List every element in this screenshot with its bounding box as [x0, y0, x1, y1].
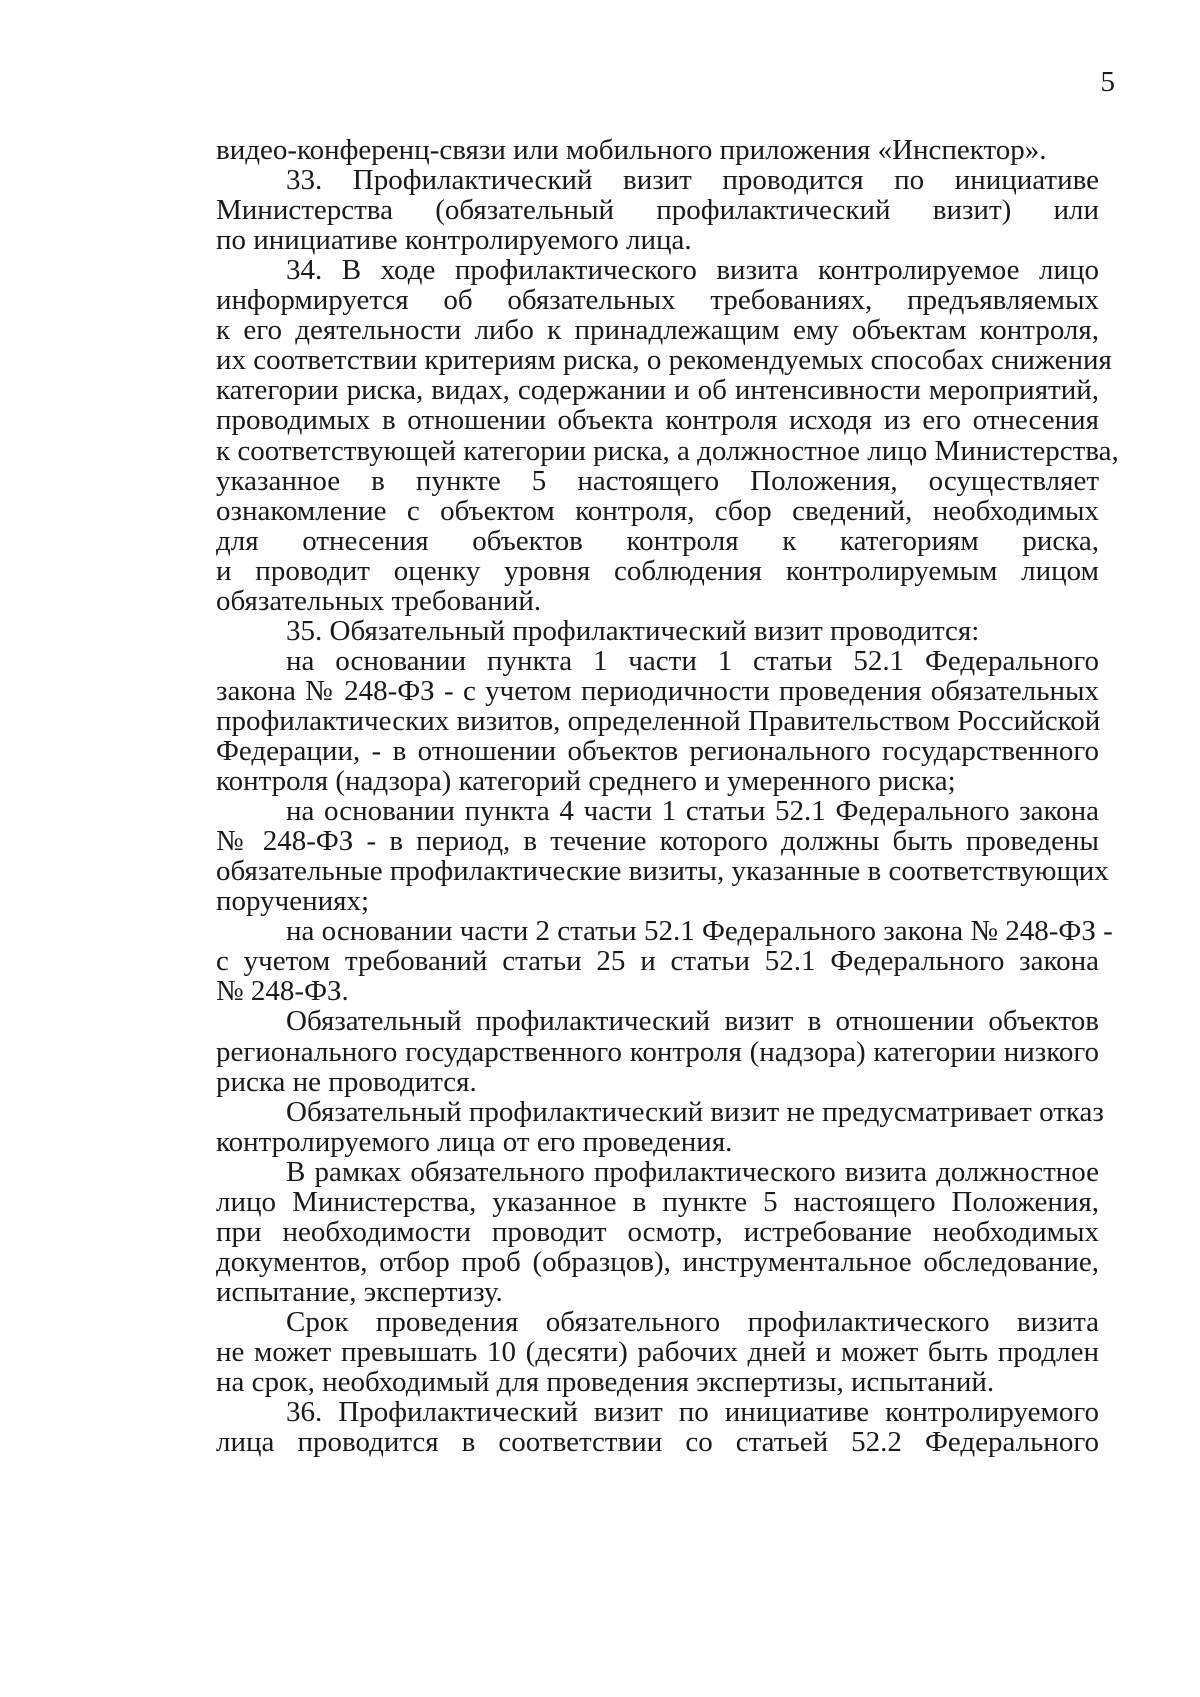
text-line: 34. В ходе профилактического визита контролируемое лицо: [286, 254, 1099, 286]
text-line: на основании пункта 4 части 1 статьи 52.1 Федерального закона: [286, 795, 1099, 827]
text-line: поручениях;: [216, 885, 370, 917]
text-line: категории риска, видах, содержании и об интенсивности мероприятий,: [216, 374, 1099, 406]
text-line: Обязательный профилактический визит в отношении объектов: [286, 1005, 1099, 1037]
text-line: обязательных требований.: [216, 585, 542, 617]
text-line: обязательные профилактические визиты, указанные в соответствующих: [216, 855, 1109, 887]
text-line: для отнесения объектов контроля к категориям риска,: [216, 525, 1099, 557]
text-line: указанное в пункте 5 настоящего Положения, осуществляет: [216, 465, 1099, 497]
text-line: № 248-ФЗ.: [216, 975, 349, 1007]
text-line: Министерства (обязательный профилактический визит) или: [216, 194, 1099, 226]
text-line: Срок проведения обязательного профилактического визита: [286, 1306, 1099, 1338]
text-line: регионального государственного контроля (надзора) категории низкого: [216, 1036, 1099, 1068]
text-line: профилактических визитов, определенной Правительством Российской: [216, 705, 1101, 737]
text-line: к соответствующей категории риска, а должностное лицо Министерства,: [216, 435, 1119, 467]
text-line: 33. Профилактический визит проводится по инициативе: [286, 164, 1099, 196]
text-line: 35. Обязательный профилактический визит проводится:: [286, 615, 980, 647]
text-line: контроля (надзора) категорий среднего и умеренного риска;: [216, 765, 956, 797]
text-line: риска не проводится.: [216, 1066, 477, 1098]
text-line: Обязательный профилактический визит не предусматривает отказ: [286, 1096, 1104, 1128]
text-line: проводимых в отношении объекта контроля исходя из его отнесения: [216, 404, 1099, 436]
text-line: закона № 248-ФЗ - с учетом периодичности проведения обязательных: [216, 675, 1099, 707]
text-line: испытание, экспертизу.: [216, 1276, 503, 1308]
text-line: документов, отбор проб (образцов), инструментальное обследование,: [216, 1246, 1099, 1278]
page-number: 5: [1100, 66, 1115, 98]
text-line: видео-конференц-связи или мобильного приложения «Инспектор».: [216, 134, 1047, 166]
text-line: на основании части 2 статьи 52.1 Федерального закона № 248-ФЗ -: [286, 915, 1113, 947]
text-line: и проводит оценку уровня соблюдения контролируемым лицом: [216, 555, 1099, 587]
text-line: по инициативе контролируемого лица.: [216, 224, 692, 256]
text-line: ознакомление с объектом контроля, сбор сведений, необходимых: [216, 495, 1099, 527]
text-line: на основании пункта 1 части 1 статьи 52.1 Федерального: [286, 645, 1099, 677]
text-line: не может превышать 10 (десяти) рабочих дней и может быть продлен: [216, 1336, 1099, 1368]
text-line: на срок, необходимый для проведения экспертизы, испытаний.: [216, 1366, 995, 1398]
text-line: № 248-ФЗ - в период, в течение которого должны быть проведены: [216, 825, 1099, 857]
text-line: информируется об обязательных требованиях, предъявляемых: [216, 284, 1099, 316]
text-line: с учетом требований статьи 25 и статьи 52.1 Федерального закона: [216, 945, 1099, 977]
text-line: их соответствии критериям риска, о рекомендуемых способах снижения: [216, 344, 1112, 376]
text-line: контролируемого лица от его проведения.: [216, 1126, 733, 1158]
text-line: лицо Министерства, указанное в пункте 5 настоящего Положения,: [216, 1186, 1099, 1218]
text-line: В рамках обязательного профилактического визита должностное: [286, 1156, 1099, 1188]
text-line: при необходимости проводит осмотр, истребование необходимых: [216, 1216, 1099, 1248]
text-line: лица проводится в соответствии со статьей 52.2 Федерального: [216, 1426, 1099, 1458]
text-line: Федерации, - в отношении объектов регионального государственного: [216, 735, 1099, 767]
text-line: к его деятельности либо к принадлежащим ему объектам контроля,: [216, 314, 1099, 346]
text-line: 36. Профилактический визит по инициативе контролируемого: [286, 1396, 1099, 1428]
